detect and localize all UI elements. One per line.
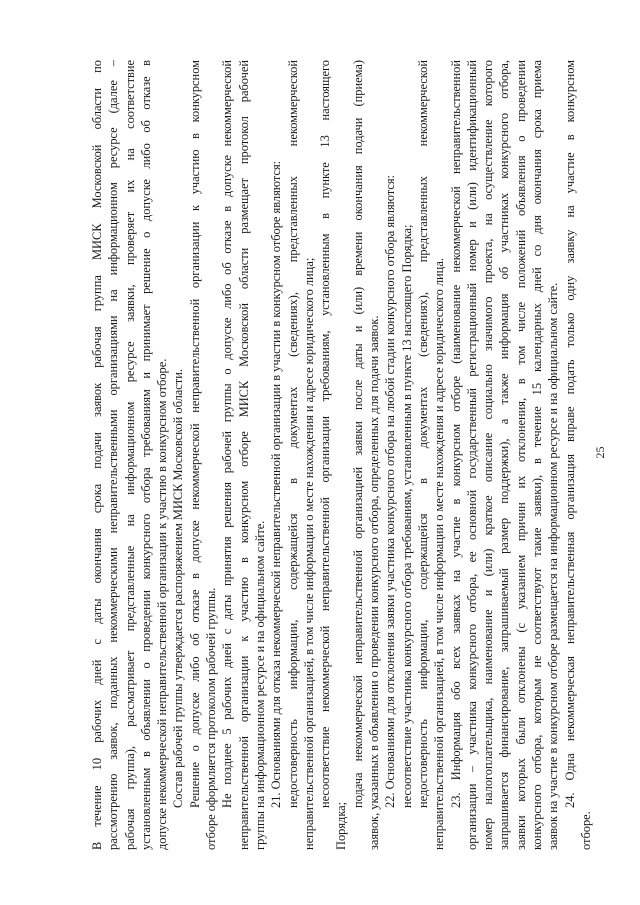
text-line: Состав рабочей группы утверждается распоряжением МИСК Московской области. — [171, 369, 186, 808]
text-line: установленным в объявлении о проведении конкурсного отбора требованиям и принимает решение о допуске либо об отказе в — [138, 60, 153, 850]
text-line: В течение 10 рабочих дней с даты окончания срока подачи заявок рабочая группа МИСК Московской области по — [90, 60, 104, 850]
paragraph — [285, 60, 318, 850]
document-body — [89, 60, 594, 850]
paragraph — [399, 60, 415, 850]
text-line: заявки которых были отклонены (с указанием причин их отклонения, в том числе положений объявления о проведении — [513, 60, 528, 850]
text-line: организации – участника конкурсного отбора, ее основной государственный регистрационный номер и (или) идентификационный — [464, 60, 479, 850]
paragraph — [317, 60, 350, 850]
text-line: заявок на участие в конкурсном отборе размещается на информационном ресурсе и на официальном сайте. — [546, 282, 561, 850]
text-line: рассмотрению заявок, поданных некоммерческими неправительственными организациями на информационном ресурсе (далее – — [106, 60, 121, 850]
text-line: несоответствие участника конкурсного отбора требованиям, установленным в пункте 13 настоящего Порядка; — [399, 224, 414, 808]
page-number: 25 — [593, 446, 607, 459]
text-line: запрашивается финансирование, запрашиваемый размер поддержки), а также информация об участниках конкурсного отбора, — [497, 60, 512, 850]
text-line: недостоверность информации, содержащейся в документах (сведениях), представленных некоммерческой — [285, 60, 300, 808]
text-line: группы на информационном ресурсе и на официальном сайте. — [252, 520, 267, 850]
paragraph — [187, 60, 220, 850]
text-line: отборе оформляется протоколом рабочей группы. — [204, 587, 219, 850]
text-line: подача некоммерческой неправительственной организацией заявки после даты и (или) времени окончания подачи (приема) — [350, 60, 365, 808]
paragraph — [382, 60, 398, 850]
text-line: Не позднее 5 рабочих дней с даты принятия решения рабочей группы о допуске либо об отказе в допуске некоммерческой — [220, 60, 235, 808]
text-line: неправительственной организацией, в том числе информации о месте нахождения и адресе юридического лица; — [301, 257, 316, 850]
paragraph — [448, 60, 562, 850]
paragraph — [268, 60, 284, 850]
text-line: 22. Основаниями для отклонения заявки участника конкурсного отбора на любой стадии конкурсного отбора являются: — [383, 175, 398, 808]
text-line: неправительственной организацией, в том числе информации о месте нахождения и адресе юридического лица. — [432, 258, 447, 850]
text-line: конкурсного отбора, которым не соответствуют такие заявки), в течение 15 календарных дней со дня окончания срока приема — [530, 60, 545, 850]
paragraph — [562, 60, 595, 850]
paragraph — [350, 60, 383, 850]
text-line: 23. Информация обо всех заявках на участие в конкурсном отборе (наименование некоммерческой неправительственной — [448, 60, 463, 808]
text-line: недостоверность информации, содержащейся в документах (сведениях), представленных некоммерческой — [415, 60, 430, 808]
text-line: отборе. — [578, 811, 593, 850]
text-line: заявок, указанных в объявлении о проведении конкурсного отбора, определенных для подачи заявок. — [367, 315, 382, 850]
paragraph — [219, 60, 268, 850]
paragraph — [89, 60, 170, 850]
text-line: 24. Одна некоммерческая неправительственная организация вправе подать только одну заявку на участие в конкурсном — [562, 60, 577, 808]
text-line: Порядка; — [334, 801, 349, 850]
text-line: допуске некоммерческой неправительственной организации к участию в конкурсном отборе. — [155, 358, 170, 850]
text-line: 21. Основаниями для отказа некоммерческой неправительственной организации в участии в конкурсном отборе являются: — [269, 160, 284, 808]
paragraph — [170, 60, 186, 850]
text-line: несоответствие некоммерческой неправительственной организации требованиям, установленным в пункте 13 настоящего — [318, 60, 333, 808]
text-line: номер налогоплательщика, наименование и (или) краткое описание социально значимого проекта, на осуществление которого — [481, 60, 496, 850]
text-line: неправительственной организации к участию в конкурсном отборе МИСК Московской области размещает протокол рабочей — [236, 60, 251, 850]
paragraph — [415, 60, 448, 850]
text-line: Решение о допуске либо об отказе в допуске некоммерческой неправительственной организации к участию в конкурсном — [187, 60, 202, 808]
text-line: рабочая группа), рассматривает представленные на информационном ресурсе заявки, проверяет их на соответствие — [122, 60, 137, 850]
